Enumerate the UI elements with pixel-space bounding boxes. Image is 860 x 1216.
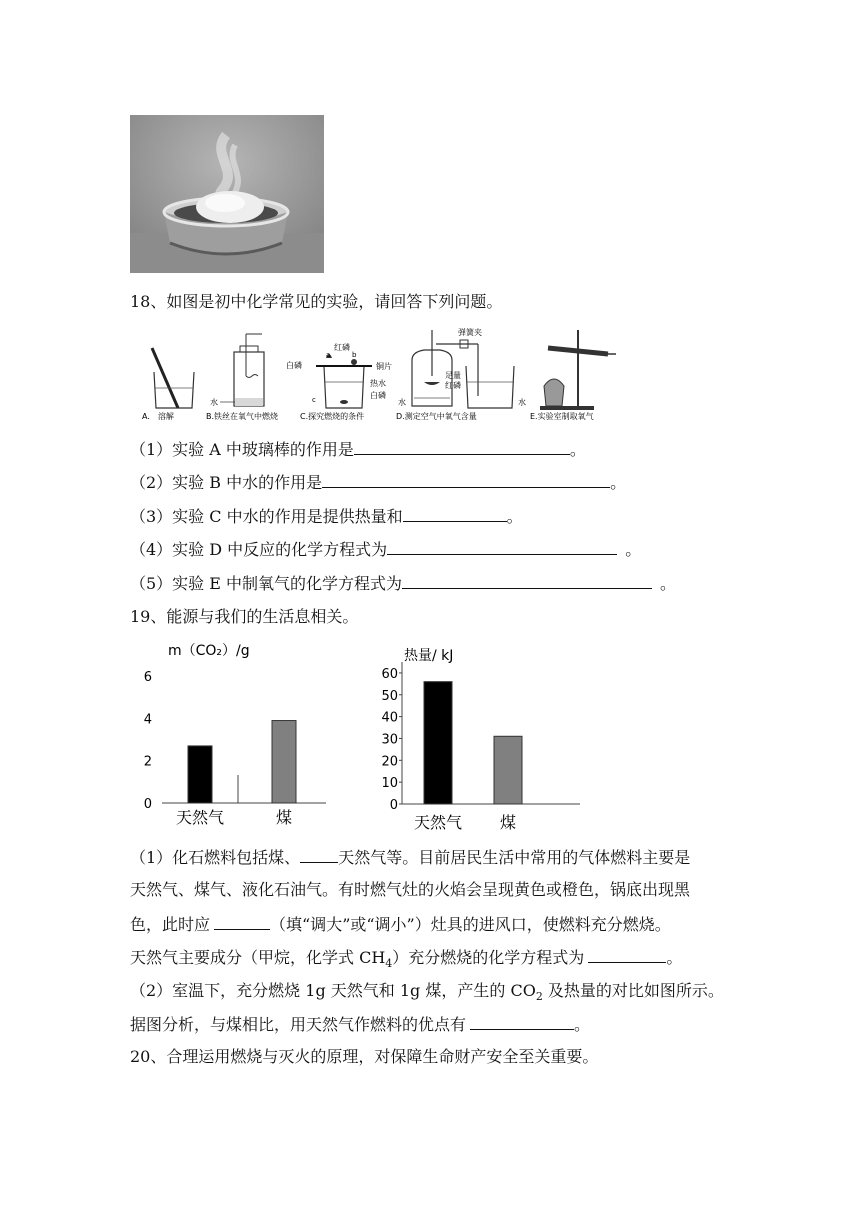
- answer-blank-9[interactable]: [470, 1013, 574, 1030]
- label-white-p: 白磷: [286, 361, 302, 370]
- c1-ytick-3: 6: [143, 670, 152, 686]
- q18-item-1: （1）实验 A 中玻璃棒的作用是 。: [130, 440, 586, 459]
- c2-ytick-2: 20: [381, 754, 398, 770]
- c2-ytick-3: 30: [381, 732, 398, 748]
- label-red-p: 红磷: [334, 343, 350, 352]
- answer-blank-6[interactable]: [300, 846, 338, 863]
- q19-p1-line1: （1）化石燃料包括煤、 天然气等。目前居民生活中常用的气体燃料主要是: [130, 848, 691, 867]
- answer-blank-7[interactable]: [214, 913, 270, 930]
- answer-blank-3[interactable]: [403, 505, 507, 522]
- q18-item-5: （5）实验 E 中制氧气的化学方程式为 。: [130, 574, 677, 593]
- co2-chart-title: m（CO₂）/g: [168, 643, 250, 659]
- co2-cat-coal: 煤: [275, 808, 293, 827]
- label-water-d2: 水: [518, 398, 526, 407]
- q19-p2-line2: 据图分析，与煤相比，用天然气作燃料的优点有 。: [130, 1015, 591, 1034]
- c2-ytick-6: 60: [381, 666, 398, 682]
- answer-blank-1[interactable]: [354, 438, 570, 455]
- c1-ytick-2: 4: [143, 712, 152, 728]
- experiment-a: [142, 348, 194, 421]
- q20-title: 20、合理运用燃烧与灭火的原理，对保障生命财产安全至关重要。: [130, 1047, 599, 1066]
- answer-blank-8[interactable]: [588, 946, 666, 963]
- co2-bar-coal: [272, 721, 296, 803]
- label-white-p2: 白磷: [370, 391, 386, 400]
- c1-ytick-0: 0: [143, 797, 152, 812]
- label-clip: 弹簧夹: [458, 328, 482, 337]
- answer-blank-2[interactable]: [322, 471, 610, 488]
- q18-title: 18、如图是初中化学常见的实验，请回答下列问题。: [130, 292, 503, 311]
- co2-bar-natural-gas: [188, 746, 212, 803]
- q18-item-3: （3）实验 C 中水的作用是提供热量和 。: [130, 507, 523, 526]
- q18-item-4: （4）实验 D 中反应的化学方程式为 。: [130, 540, 642, 559]
- heat-chart-title: 热量/ kJ: [404, 648, 454, 664]
- c2-ytick-0: 0: [389, 798, 398, 813]
- c2-ytick-1: 10: [381, 776, 398, 792]
- label-b: B.铁丝在氧气中燃烧: [206, 412, 279, 421]
- c1-ytick-1: 2: [143, 754, 152, 770]
- label-c-b: b: [352, 351, 357, 359]
- label-enough-2: 红磷: [445, 381, 461, 390]
- co2-bar-chart: [136, 635, 346, 835]
- heat-bar-natural-gas: [424, 682, 452, 804]
- co2-cat-natural-gas: 天然气: [175, 808, 225, 827]
- q19-p1-line2: 天然气、煤气、液化石油气。有时燃气灶的火焰会呈现黄色或橙色，锅底出现黑: [130, 880, 691, 899]
- label-water-d1: 水: [398, 398, 406, 407]
- experiment-c: [286, 342, 392, 421]
- label-a: A. 溶解: [142, 412, 174, 421]
- q19-p1-line4: 天然气主要成分（甲烷，化学式 $CH_4$）充分燃烧的化学方程式为 。: [130, 948, 683, 971]
- heat-cat-coal: 煤: [499, 813, 517, 832]
- lab-experiments-diagram: [140, 326, 616, 422]
- q19-p2-line1: （2）室温下，充分燃烧 1g 天然气和 1g 煤，产生的 $CO_2$ 及热量的对比如图所示。: [130, 981, 724, 1004]
- q19-title: 19、能源与我们的生活息相关。: [130, 607, 359, 626]
- answer-blank-4[interactable]: [387, 538, 617, 555]
- heat-bar-chart: [370, 640, 590, 836]
- experiment-e: [530, 330, 616, 421]
- experiment-b: [206, 334, 278, 421]
- label-hot-water: 热水: [370, 379, 386, 388]
- label-c-a: a: [326, 351, 331, 359]
- label-water-b: 水: [210, 398, 218, 407]
- heat-cat-natural-gas: 天然气: [413, 813, 463, 832]
- label-c-c: c: [312, 396, 316, 404]
- label-e: E.实验室制取氧气: [530, 412, 594, 421]
- label-copper: 铜片: [376, 362, 392, 371]
- label-c: C.探究燃烧的条件: [300, 412, 365, 421]
- experiment-d: [396, 327, 526, 421]
- heat-bar-coal: [494, 736, 522, 804]
- c2-ytick-4: 40: [381, 710, 398, 726]
- burning-cotton-photo: [130, 115, 324, 273]
- q18-item-2: （2）实验 B 中水的作用是 。: [130, 473, 627, 492]
- c2-ytick-5: 50: [381, 688, 398, 704]
- label-d: D.测定空气中氧气含量: [396, 412, 477, 421]
- q19-p1-line3: 色，此时应 （填“调大”或“调小”）灶具的进风口，使燃料充分燃烧。: [130, 915, 671, 934]
- answer-blank-5[interactable]: [402, 572, 652, 589]
- label-enough-1: 足量: [445, 371, 461, 380]
